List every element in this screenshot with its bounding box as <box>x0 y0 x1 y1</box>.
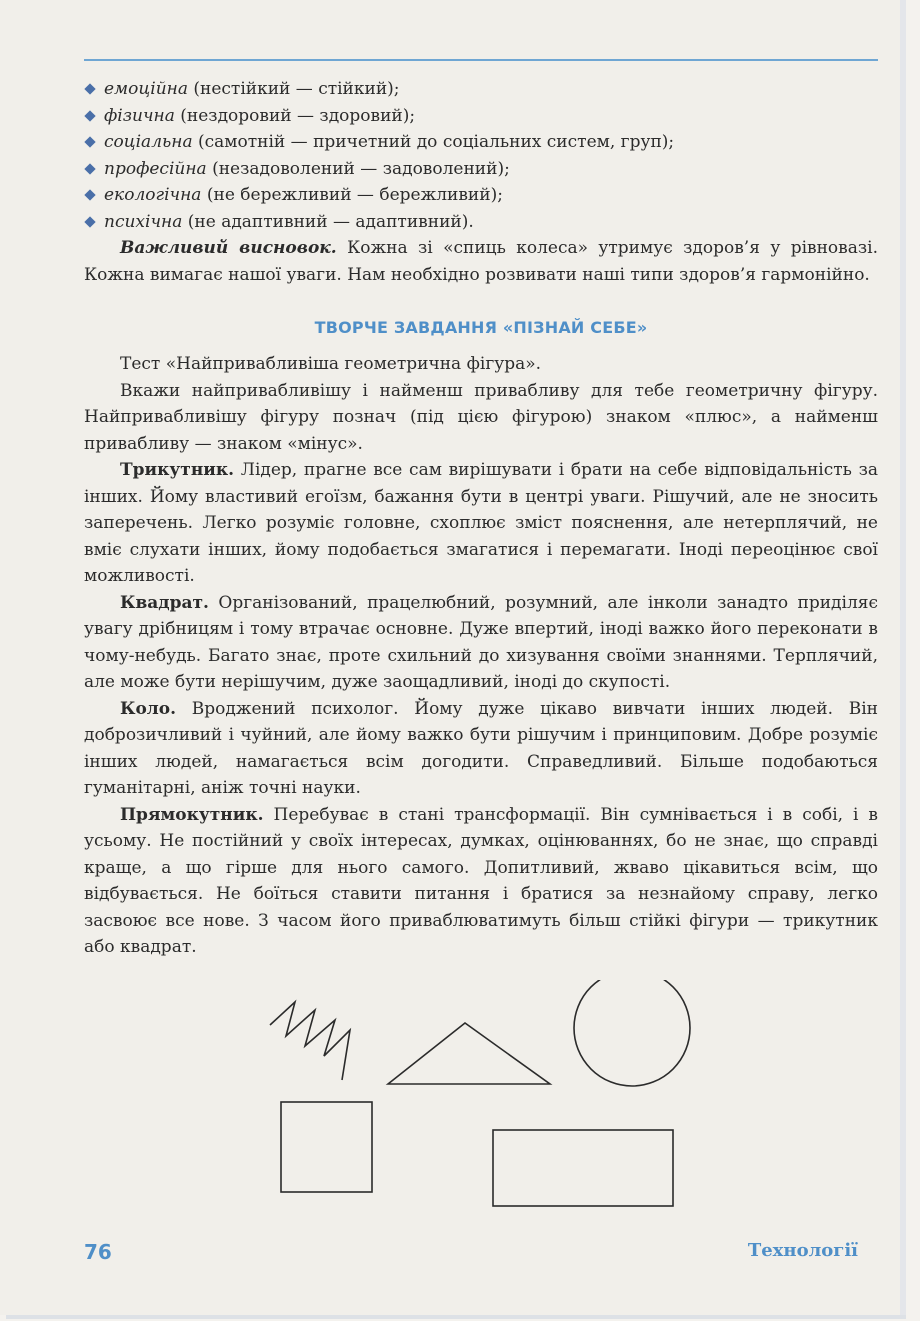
zigzag-figure <box>270 1002 350 1080</box>
diamond-bullet-icon <box>84 216 95 227</box>
shape-description: Перебуває в стані трансформації. Він сумнівається і в собі, і в усьому. Не постійний у своїх інтересах, думках, оцінюваннях, бо не знає, що справді краще, а що гірше для нього самого. Допитливий, жваво цікавиться всім, що відбувається. Не боїться ставити питання і братися за незнайому справу, легко засвоює все нове. З часом його приваблюватимуть більш стійкі фігури — трикутник або квадрат. <box>84 804 878 957</box>
list-item <box>84 76 878 103</box>
geometric-figures <box>250 980 710 1210</box>
list-item <box>84 182 878 209</box>
shape-name: Квадрат. <box>120 592 209 613</box>
circle-figure <box>574 980 690 1086</box>
list-item <box>84 129 878 156</box>
page-number: 76 <box>84 1240 112 1264</box>
health-type-term: екологічна <box>104 185 202 205</box>
shape-paragraph-square <box>84 590 878 696</box>
health-type-term: психічна <box>104 211 183 232</box>
health-types-list <box>84 76 878 235</box>
shape-paragraph-triangle <box>84 457 878 590</box>
conclusion-paragraph <box>84 235 878 288</box>
health-type-term: фізична <box>104 105 175 126</box>
health-type-range: (не адаптивний — адаптивний). <box>182 211 474 232</box>
subject-title: Технології <box>747 1240 858 1261</box>
list-item <box>84 156 878 183</box>
list-item <box>84 103 878 130</box>
shape-name: Коло. <box>120 698 177 719</box>
shape-paragraph-rectangle <box>84 802 878 961</box>
health-type-range: (нестійкий — стійкий); <box>187 79 400 99</box>
shape-paragraph-circle <box>84 696 878 802</box>
top-rule <box>84 59 878 61</box>
instruction-paragraph: Вкажи найпривабливішу і найменш привабливу для тебе геометричну фігуру. Найпривабливішу фігуру познач (під цією фігурою) знаком «плюс», а найменш привабливу — знаком «мінус». <box>84 380 878 454</box>
health-type-range: (нездоровий — здоровий); <box>174 105 416 126</box>
square-figure <box>281 1102 372 1192</box>
shape-description: Вроджений психолог. Йому дуже цікаво вивчати інших людей. Він доброзичливий і чуйний, але йому важко бути рішучим і принциповим. Добре розуміє інших людей, намагається всім догодити. Справедливий. Більше подобаються гуманітарні, аніж точні науки. <box>84 698 878 798</box>
diamond-bullet-icon <box>84 136 95 147</box>
health-type-range: (не бережливий — бережливий); <box>201 185 503 205</box>
triangle-figure <box>388 1023 550 1084</box>
section-title: ТВОРЧЕ ЗАВДАННЯ «ПІЗНАЙ СЕБЕ» <box>314 318 648 337</box>
shape-name: Трикутник. <box>120 460 235 480</box>
page-content <box>84 76 878 961</box>
shape-description: Лідер, прагне все сам вирішувати і брати на себе відповідальність за інших. Йому властивий егоїзм, бажання бути в центрі уваги. Рішучий, але не зносить заперечень. Легко розуміє головне, схоплює зміст пояснення, але нетерплячий, не вміє слухати інших, йому подобається змагатися і перемагати. Іноді переоцінює свої можливості. <box>84 460 878 586</box>
shape-description: Організований, працелюбний, розумний, але інколи занадто приділяє увагу дрібницям і тому втрачає основне. Дуже впертий, іноді важко його переконати в чому-небудь. Багато знає, проте схильний до хизування своїми знаннями. Терплячий, але може бути нерішучим, дуже заощадливий, іноді до скупості. <box>84 592 878 692</box>
diamond-bullet-icon <box>84 163 95 174</box>
health-type-range: (незадоволений — задоволений); <box>206 158 510 179</box>
diamond-bullet-icon <box>84 189 95 200</box>
health-type-term: соціальна <box>104 132 193 152</box>
diamond-bullet-icon <box>84 110 95 121</box>
health-type-range: (самотній — причетний до соціальних систем, груп); <box>192 132 675 152</box>
list-item <box>84 209 878 236</box>
health-type-term: емоційна <box>104 79 188 99</box>
diamond-bullet-icon <box>84 83 95 94</box>
rectangle-figure <box>493 1130 673 1206</box>
health-type-term: професійна <box>104 158 207 179</box>
shape-name: Прямокутник. <box>120 804 264 825</box>
test-title: Тест «Найпривабливіша геометрична фігура». <box>120 354 542 374</box>
conclusion-label: Важливий висновок. <box>120 238 337 258</box>
conclusion-text: Кожна зі «спиць колеса» утримує здоров’я у рівновазі. Кожна вимагає нашої уваги. Нам необхідно розвивати наші типи здоров’я гармонійно. <box>84 238 878 285</box>
